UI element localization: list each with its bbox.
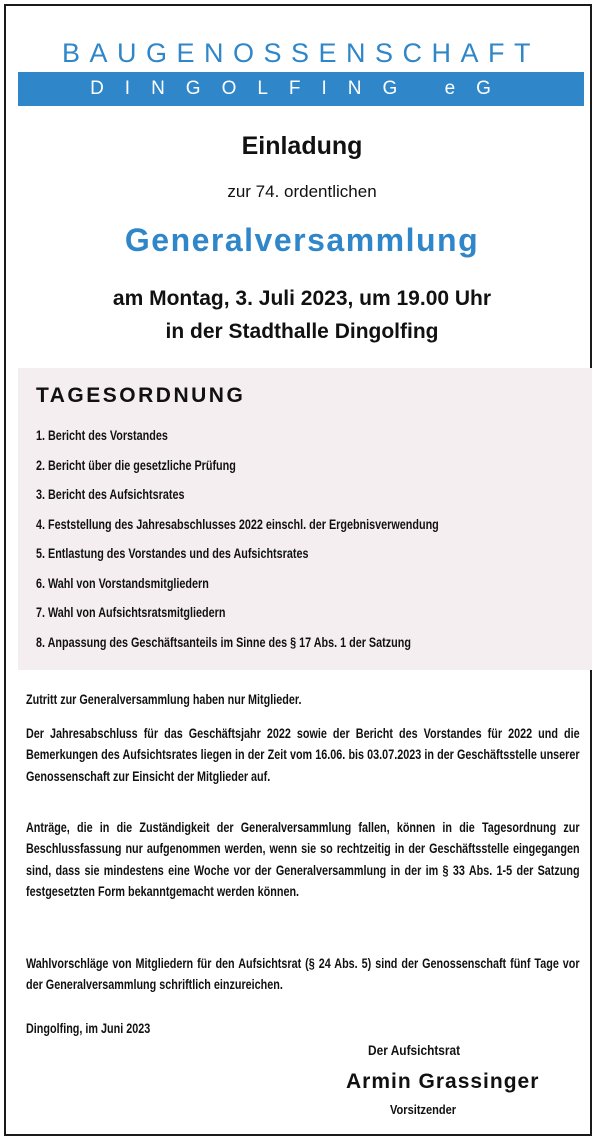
annual-report-note: Der Jahresabschluss für das Geschäftsjahr 2022 sowie der Bericht des Vorstandes für 2022 und die Bemerkungen des Aufsichtsrates liegen in der Zeit vom 16.06. bis 03.07.2023 in der Geschäftsstelle unserer Genossenschaft zur Einsicht der Mitglieder auf. [26,726,580,784]
invitation-title: Einladung [241,132,363,160]
agenda-item: 7. Wahl von Aufsichtsratsmitgliedern [36,605,226,620]
event-name: Generalversammlung [124,222,480,258]
signature-name: Armin Grassinger [346,1070,540,1093]
agenda-item: 3. Bericht des Aufsichtsrates [36,487,185,502]
event-date: am Montag, 3. Juli 2023, um 19.00 Uhr [112,287,492,310]
signature-role: Der Aufsichtsrat [368,1042,461,1058]
nominations-note: Wahlvorschläge von Mitgliedern für den Aufsichtsrat (§ 24 Abs. 5) sind der Genossenschaft fünf Tage vor der Generalversammlung schriftlich einzureichen. [26,956,580,993]
agenda-item: 1. Bericht des Vorstandes [36,428,168,443]
announcement-frame [4,4,592,1136]
agenda-list [36,428,539,664]
event-place: in der Stadthalle Dingolfing [165,320,439,343]
members-only-note: Zutritt zur Generalversammlung haben nur Mitglieder. [26,692,302,707]
invitation-subtitle: zur 74. ordentlichen [227,182,377,201]
agenda-item: 5. Entlastung des Vorstandes und des Aufsichtsrates [36,546,309,561]
agenda-item: 6. Wahl von Vorstandsmitgliedern [36,575,209,591]
place-date: Dingolfing, im Juni 2023 [26,1021,151,1036]
brand-name: BAUGENOSSENSCHAFT [61,38,541,68]
signature-title: Vorsitzender [390,1102,457,1117]
motions-note: Anträge, die in die Zuständigkeit der Generalversammlung fallen, können in die Tagesordnung zur Beschlussfassung nur aufgenommen werden, wenn sie so rechtzeitig in der Geschäftsstelle eingegangen sind, dass sie mindestens eine Woche vor der Generalversammlung in der im § 33 Abs. 1-5 der Satzung festgesetzten Form bekanntgemacht werden können. [26,820,580,899]
agenda-section [18,368,592,670]
brand-location: DINGOLFING eG [90,78,512,99]
agenda-item: 4. Feststellung des Jahresabschlusses 2022 einschl. der Ergebnisverwendung [36,516,439,532]
agenda-item: 2. Bericht über die gesetzliche Prüfung [36,457,236,473]
agenda-title: TAGESORDNUNG [36,384,246,407]
brand-location-bar [18,72,584,106]
agenda-item: 8. Anpassung des Geschäftsanteils im Sinne des § 17 Abs. 1 der Satzung [36,634,411,650]
